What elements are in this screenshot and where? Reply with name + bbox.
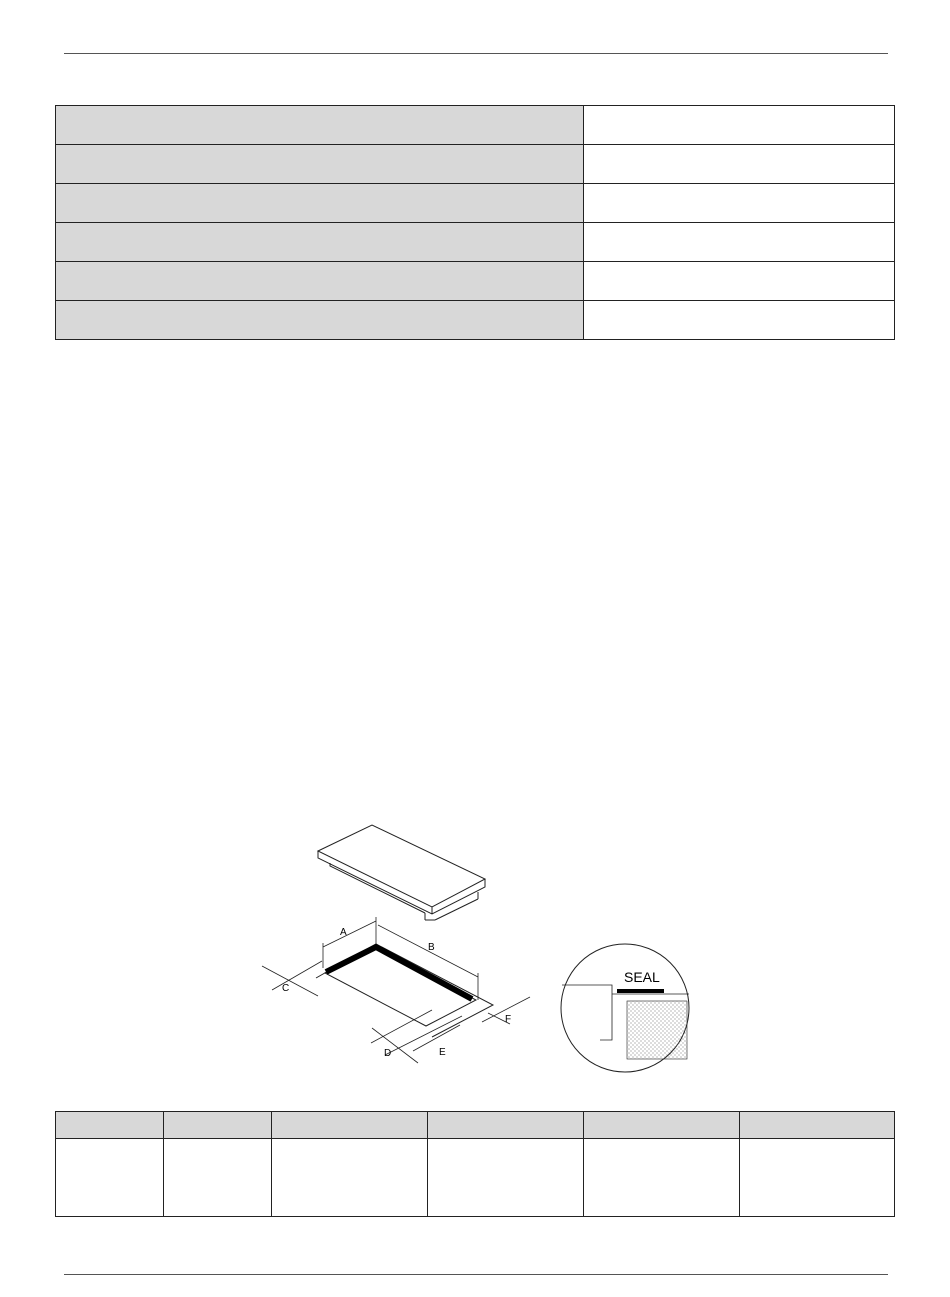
dims-cell xyxy=(56,1139,164,1217)
dimension-label-d: D xyxy=(384,1048,392,1059)
dims-header-row xyxy=(56,1112,895,1139)
spec-value xyxy=(584,106,895,145)
dims-cell xyxy=(428,1139,584,1217)
spec-value xyxy=(584,301,895,340)
dims-cell xyxy=(164,1139,272,1217)
dims-cell xyxy=(584,1139,740,1217)
header-rule xyxy=(64,53,888,54)
dimensions-table xyxy=(55,1111,895,1217)
footer-rule xyxy=(64,1274,888,1275)
installation-diagram xyxy=(255,820,700,1075)
spec-value xyxy=(584,184,895,223)
dimension-label-f: F xyxy=(505,1014,512,1025)
dims-header-cell xyxy=(56,1112,164,1139)
seal-strip xyxy=(326,947,472,999)
spec-row xyxy=(56,106,895,145)
spec-row xyxy=(56,184,895,223)
dimension-labels xyxy=(282,927,511,1059)
spec-value xyxy=(584,145,895,184)
dims-header-cell xyxy=(164,1112,272,1139)
spec-label xyxy=(56,145,584,184)
dims-header-cell xyxy=(740,1112,895,1139)
spec-row xyxy=(56,223,895,262)
dims-header-cell xyxy=(428,1112,584,1139)
dimension-label-a: A xyxy=(340,927,347,938)
dimension-label-e: E xyxy=(439,1047,446,1058)
spec-table xyxy=(55,105,895,340)
spec-value xyxy=(584,223,895,262)
spec-label xyxy=(56,106,584,145)
dimension-label-c: C xyxy=(282,983,290,994)
seal-detail xyxy=(561,944,689,1072)
spec-row xyxy=(56,301,895,340)
spec-row xyxy=(56,262,895,301)
dims-cell xyxy=(740,1139,895,1217)
dimension-label-b: B xyxy=(428,942,435,953)
spec-value xyxy=(584,262,895,301)
spec-label xyxy=(56,262,584,301)
dimension-lines xyxy=(262,917,530,1063)
dims-data-row xyxy=(56,1139,895,1217)
dims-header-cell xyxy=(272,1112,428,1139)
dims-header-cell xyxy=(584,1112,740,1139)
spec-label xyxy=(56,184,584,223)
hob-illustration xyxy=(318,825,485,920)
spec-label xyxy=(56,223,584,262)
spec-label xyxy=(56,301,584,340)
spec-row xyxy=(56,145,895,184)
seal-label: SEAL xyxy=(624,969,660,985)
cutout-outline xyxy=(316,944,493,1037)
dims-cell xyxy=(272,1139,428,1217)
